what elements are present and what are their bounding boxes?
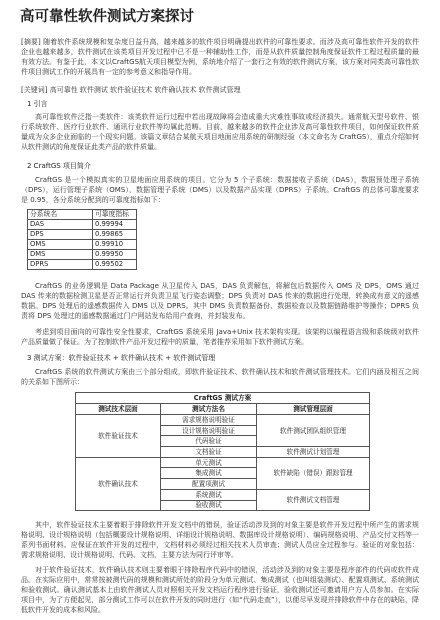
reliability-cell: 0.99950	[93, 250, 137, 260]
abstract	[21, 37, 419, 77]
abstract-text: 随着软件系统规模和复杂度日益升高，越来越多的软件项目明确提出软件的可靠性要求。而涉及高可靠性软件开发的软件企业也越来越多，软件测试在该类项目开发过程中已不是一种辅助性工作，而是从软件质量控制角度保证软件工程过程质量的最有效方法。有鉴于此，本文以CraftGS航天项目模型为例，系统地介绍了一套行之有效的软件测试方案，该方案对同类高可靠性软件项目测试工作的开展具有一定的参考意义和指导作用。	[21, 38, 420, 76]
reliability-table	[27, 209, 137, 270]
method-cell: 设计规格说明验证	[161, 425, 257, 436]
project-overview-paragraph: CraftGS 是一个模拟真实的卫星地面应用系统的项目。它分为 5 个子系统：数据接收子系统（DAS），数据预处理子系统（DPS），运行管理子系统（OMS），数据管理子系统（DMS）以及数据产品实现（DPRS）子系统。CraftGS 的总体可靠度要求是 0.95，各分系统分配到的可靠度指标如下：	[21, 176, 419, 204]
diagram-row	[76, 457, 370, 468]
article-title: 高可靠性软件测试方案探讨	[20, 9, 194, 25]
diagram-title: CraftGS 测试方案	[76, 393, 370, 404]
table-row	[28, 230, 137, 240]
method-cell: 系统测试	[161, 489, 257, 500]
subsystem-name-cell: OMS	[28, 240, 93, 250]
diagram-header-row	[76, 404, 370, 415]
keywords-text: 高可靠性 软件测试 软件验证技术 软件确认技术 软件测试管理	[49, 86, 241, 94]
subsystem-name-cell: DPRS	[28, 260, 93, 270]
diagram-row	[76, 415, 370, 426]
test-scheme-intro-paragraph: CraftGS 系统的软件测试方案由三个部分组成，即软件验证技术、软件确认技术和软件测试管理技术。它们内涵及相互之间的关系如下图所示：	[21, 368, 419, 386]
method-cell: 需求规格说明验证	[161, 415, 257, 426]
table-row	[28, 220, 137, 230]
reliability-cell: 0.99910	[93, 240, 137, 250]
diagram-header-method: 测试方法名	[161, 404, 257, 415]
technique-verification: 软件验证技术	[76, 415, 161, 458]
management-cell: 软件测试团队组织管理	[257, 415, 370, 447]
subsystem-name-cell: DMS	[28, 250, 93, 260]
diagram-header-technique: 测试技术层面	[76, 404, 161, 415]
table-header-cell: 分系统名	[28, 210, 93, 220]
subsystem-name-cell: DAS	[28, 220, 93, 230]
subsystem-name-cell: DPS	[28, 230, 93, 240]
management-cell: 软件测试文档管理	[257, 489, 370, 510]
method-cell: 单元测试	[161, 457, 257, 468]
diagram-title-row	[76, 393, 370, 404]
diagram-header-management: 测试管理层面	[257, 404, 370, 415]
reliability-cell: 0.99994	[93, 220, 137, 230]
test-scheme-diagram	[75, 392, 370, 511]
management-cell: 软件测试计划管理	[257, 447, 370, 458]
keywords	[21, 85, 419, 95]
introduction-paragraph: 高可靠性软件泛指一类软件：该类软件运行过程中若出现故障将会造成重大灾难性事故或经济损失。通常航天型号软件、银行系统软件、医疗行业软件、通讯行业软件等均属此范畴。目前，越来越多的软件企业涉及高可靠性软件项目，如何保证软件质量成为众多企业面临的一个现实问题。该篇文章结合某航天项目地面应用系统的研制经验（本文命名为 CraftGS），重点介绍如何从软件测试的角度保证此类产品的软件质量。	[21, 113, 419, 151]
technique-validation: 软件确认技术	[76, 457, 161, 510]
reliability-cell: 0.99502	[93, 260, 137, 270]
section-heading-test-scheme: 3 测试方案：软件验证技术 + 软件确认技术 + 软件测试管理	[27, 354, 216, 362]
table-row	[28, 260, 137, 270]
method-cell: 集成测试	[161, 468, 257, 479]
table-header-row	[28, 210, 137, 220]
section-heading-introduction: 1 引言	[27, 100, 48, 108]
abstract-label: [摘要]	[21, 38, 41, 46]
method-cell: 文档验证	[161, 447, 257, 458]
verification-paragraph: 其中，软件验证技术主要着眼于排除软件开发文档中的错误，验证活动涉及到的对象主要是软件开发过程中所产生的需求规格说明、设计规格说明（包括概要设计规格说明、详细设计规格说明、数据库设计规格说明）、编码规格说明、产品交付文档等一系列书面材料。应保证在软件开发的过程中，文档材料必须经过相关技术人员审查；测试人员应全过程参与。验证的对象包括：需求规格说明、设计规格说明、代码、文档，主要方法为同行评审等。	[21, 521, 419, 559]
method-cell: 代码验证	[161, 436, 257, 447]
method-cell: 配置项测试	[161, 479, 257, 490]
keywords-label: [关键词]	[21, 86, 48, 94]
method-cell: 验收测试	[161, 500, 257, 511]
table-row	[28, 250, 137, 260]
table-header-cell: 可靠度指标	[93, 210, 137, 220]
section-heading-project-overview: 2 CraftGS 项目简介	[27, 162, 91, 170]
reliability-cell: 0.99865	[93, 230, 137, 240]
architecture-paragraph: 考虑到项目面向的可靠性安全性要求，CraftGS 系统采用 Java+Unix 技术架构实现。该架构以编程语言级和系统级对软件产品质量做了保证。为了控制软件产品开发过程中的质量，笔者推荐采用如下软件测试方案。	[21, 328, 419, 346]
business-logic-paragraph: CraftGS 的业务逻辑是 Data Package 从卫星传入 DAS，DAS 负责解包，将解包后数据传入 OMS 及 DPS，OMS 通过 DAS 传来的数据检测卫星是否正常运行并负责卫星飞行姿态调整；DPS 负责对 DAS 传来的数据进行处理，转换成有意义的遥感数据。DPS 处理后的遥感数据传入 DMS 以及 DPRS。其中 DMS 负责数据备份、数据检查以及数据链路维护等操作；DPRS 负责将 DPS 处理过的遥感数据通过门户网站发布给用户查询，并封装发布。	[21, 282, 419, 320]
management-cell: 软件缺陷（错误）跟踪管理	[257, 457, 370, 489]
table-row	[28, 240, 137, 250]
validation-paragraph: 对于软件验证技术，软件确认技术则主要着眼于排除程序代码中的错误，活动涉及到的对象主要是程序部件的代码或软件成品。在实际应用中，常常按被测代码的规模和测试所处的阶段分为单元测试、集成测试（也叫组装测试）、配置项测试、系统测试和验收测试。确认测试基本上由软件测试人员对照相关开发文档运行程序进行验证，验收测试还可邀请用户方人员参加。在实际项目中，为了方便起见，部分测试工作可以在软件开发的同时进行（如“代码走查”），以便尽早发现并排除软件中存在的缺陷，降低软件开发的成本和风险。	[21, 566, 419, 614]
